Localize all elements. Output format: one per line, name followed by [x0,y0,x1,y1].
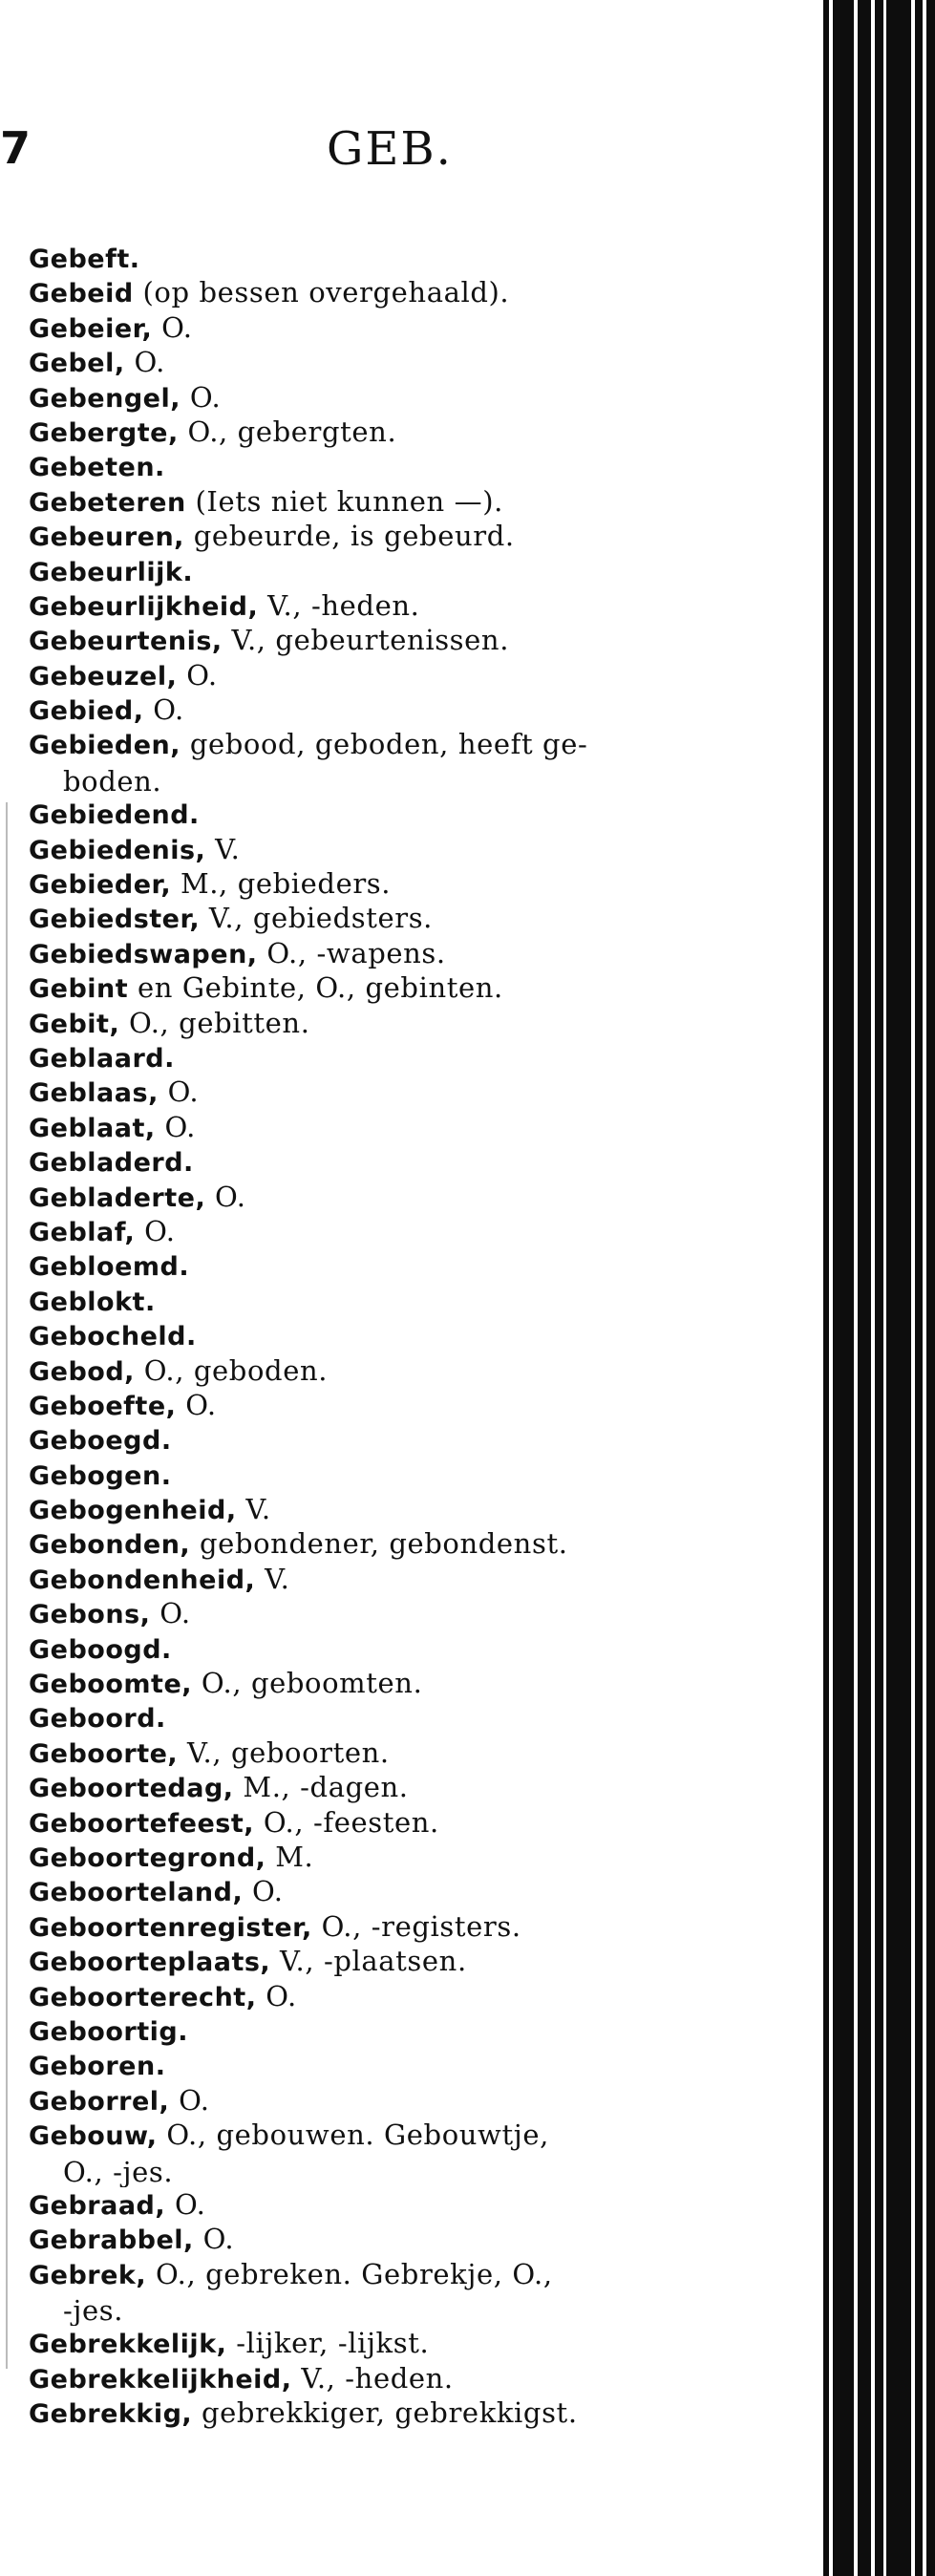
dictionary-entry [29,1353,754,1388]
entry-headword: Gebengel, [29,383,181,414]
entry-headword: Gebons, [29,1600,151,1630]
entry-headword: Geboortenregister, [29,1912,312,1943]
dictionary-entry [29,345,754,379]
gutter-bar [926,0,935,2576]
entry-definition: (Iets niet kunnen —). [185,484,503,518]
entry-headword: Gebouw, [29,2121,158,2152]
entry-headword: Geblaard. [29,1044,175,1074]
entry-headword: Gebondenheid, [29,1565,256,1595]
entry-headword: Gebieder, [29,870,172,901]
dictionary-entry [29,1110,754,1144]
entry-headword: Geboren. [29,2052,166,2082]
dictionary-entry [29,310,754,345]
entry-headword: Gebogenheid, [29,1496,237,1526]
dictionary-entry [29,1180,754,1214]
entry-definition: gebrekkiger, gebrekkigst. [192,2396,578,2430]
dictionary-entry [29,1562,754,1596]
dictionary-entry [29,241,754,275]
entry-headword: Gebraad, [29,2190,166,2221]
dictionary-entry [29,623,754,657]
binding-gutter [823,0,935,2576]
entry-definition: O. [165,2187,206,2221]
entry-headword: Gebocheld. [29,1322,197,1352]
entry-definition: O. [176,1388,217,1421]
dictionary-entry [29,588,754,623]
dictionary-entry [29,797,754,831]
entry-definition: V., -heden. [258,588,420,622]
entry-headword: Gebeurlijk. [29,557,194,587]
dictionary-entry [29,1388,754,1422]
entry-headword: Gebeurtenis, [29,627,223,657]
dictionary-entry [29,1284,754,1318]
entry-headword: Gebeurlijkheid, [29,591,259,622]
dictionary-entry [29,1144,754,1179]
entry-definition: V., gebeurtenissen. [222,624,510,657]
dictionary-entry [29,936,754,970]
dictionary-entry [29,415,754,449]
entry-headword: Gebloemd. [29,1252,190,1283]
entry-continuation: O., -jes. [63,2155,174,2187]
entry-headword: Geblaas, [29,1078,159,1109]
gutter-bar [915,0,923,2576]
dictionary-entry [29,2395,754,2430]
entry-headword: Geboegd. [29,1426,172,1457]
entry-headword: Gebiedswapen, [29,939,258,969]
entry-definition: O. [135,1214,176,1247]
entry-headword: Gebieden, [29,731,181,761]
entry-headword: Geboorterecht, [29,1982,257,2012]
dictionary-entry [29,449,754,483]
entry-definition: O., geboomten. [192,1667,423,1700]
dictionary-entry [29,658,754,692]
dictionary-entry [29,1214,754,1248]
entry-headword: Gebied, [29,696,144,727]
entry-headword: Geblaf, [29,1217,136,1247]
dictionary-entry [29,380,754,415]
margin-rule [6,802,8,2369]
entry-definition: O., gebergten. [178,415,397,448]
dictionary-entry [29,275,754,309]
entry-headword: Gebeteren [29,487,186,518]
entry-continuation: boden. [63,764,162,798]
entry-headword: Geboortefeest, [29,1808,255,1839]
entry-definition: gebeurde, is gebeurd. [183,520,515,553]
entry-headword: Gebladerd. [29,1148,194,1179]
dictionary-entry [29,2013,754,2048]
entry-headword: Gebeier, [29,313,153,344]
dictionary-entry [29,2326,754,2360]
dictionary-entry [29,1492,754,1526]
gutter-bar [886,0,911,2576]
dictionary-entry [29,2083,754,2118]
entry-headword: Gebrekkig, [29,2399,193,2430]
entry-definition: O., geboden. [134,1353,329,1387]
entry-definition: V., -heden. [291,2361,454,2395]
entry-definition: M., gebieders. [171,867,392,901]
entry-definition: V., gebiedsters. [200,902,433,935]
entry-definition: V. [236,1493,271,1526]
entry-definition: O. [169,2083,210,2117]
entry-definition: O. [205,1180,246,1213]
entry-definition: en Gebinte, O., gebinten. [128,971,503,1005]
entry-definition: O., gebouwen. Gebouwtje, [157,2118,549,2152]
entry-headword: Gebeten. [29,453,165,483]
dictionary-entry [29,970,754,1005]
entry-headword: Geboomte, [29,1670,193,1700]
dictionary-entry [29,484,754,519]
entry-headword: Geblokt. [29,1287,156,1317]
entry-headword: Geboorteland, [29,1878,244,1908]
entry-continuation: -jes. [63,2294,124,2327]
entry-headword: Geboortedag, [29,1774,234,1804]
dictionary-entry [29,692,754,727]
entry-definition: O. [243,1875,284,1908]
page-number: 7 [0,122,32,174]
entry-headword: Gebrekkelijkheid, [29,2364,292,2395]
dictionary-entry [29,1666,754,1700]
dictionary-entry [29,1909,754,1944]
dictionary-entry [29,1318,754,1352]
entry-headword: Gebrek, [29,2260,147,2290]
entry-definition: O., gebreken. Gebrekje, O., [146,2257,553,2290]
dictionary-entry [29,2118,754,2187]
entry-definition: O. [181,380,222,414]
entry-headword: Gebeuzel, [29,661,178,692]
dictionary-entry [29,1006,754,1040]
entry-headword: Gebit, [29,1009,120,1039]
entry-headword: Geblaat, [29,1113,156,1143]
entry-definition: O., -registers. [311,1909,521,1943]
entry-headword: Gebergte, [29,417,179,448]
entry-headword: Gebladerte, [29,1182,206,1213]
entry-definition: O., gebitten. [119,1006,310,1039]
entry-headword: Gebiedster, [29,905,201,935]
entry-headword: Gebeuren, [29,522,184,553]
entry-headword: Geboortegrond, [29,1842,266,1873]
dictionary-entry [29,1458,754,1492]
gutter-bar [858,0,871,2576]
dictionary-entry [29,554,754,588]
dictionary-entry [29,2361,754,2395]
dictionary-entry [29,1874,754,1908]
dictionary-entry [29,1840,754,1874]
entry-headword: Geboorte, [29,1738,179,1769]
entry-headword: Gebrabbel, [29,2225,194,2256]
entry-definition: O. [177,658,218,692]
dictionary-entry [29,1735,754,1770]
dictionary-entry [29,2187,754,2222]
entry-definition: O. [150,1597,191,1630]
entry-headword: Gebrekkelijk, [29,2330,227,2360]
dictionary-entry [29,1805,754,1840]
entry-headword: Gebonden, [29,1530,191,1561]
entry-definition: V. [255,1562,290,1595]
entry-headword: Geboorteplaats, [29,1948,271,1978]
entry-headword: Geborrel, [29,2086,170,2117]
entry-headword: Geboefte, [29,1391,177,1421]
page-header [0,122,935,189]
entry-headword: Geboord. [29,1704,166,1735]
dictionary-entry [29,1631,754,1666]
entry-definition: O., -wapens. [257,936,446,969]
entry-definition: V., geboorten. [178,1735,390,1769]
dictionary-entry [29,2048,754,2082]
gutter-bar [823,0,829,2576]
entry-definition: O. [193,2223,235,2256]
entry-headword: Gebel, [29,349,125,379]
dictionary-entry [29,901,754,935]
entry-headword: Gebogen. [29,1460,172,1491]
entry-headword: Gebeid [29,279,134,309]
dictionary-entry-list [29,241,754,2431]
entry-definition: O., -feesten. [254,1805,439,1839]
entry-definition: O. [158,1075,200,1109]
dictionary-entry [29,1526,754,1561]
dictionary-entry [29,1700,754,1735]
entry-definition: gebondener, gebondenst. [190,1527,568,1561]
entry-definition: V. [205,832,241,865]
gutter-bar [875,0,883,2576]
entry-definition: O. [256,1979,297,2012]
dictionary-entry [29,866,754,901]
dictionary-entry [29,1422,754,1457]
dictionary-entry [29,2257,754,2327]
dictionary-entry [29,1596,754,1630]
dictionary-entry [29,1770,754,1804]
entry-definition: V., -plaatsen. [270,1945,467,1978]
entry-headword: Gebeft. [29,245,140,274]
dictionary-entry [29,1075,754,1109]
entry-headword: Gebiedend. [29,800,200,831]
dictionary-entry [29,832,754,866]
entry-headword: Geboogd. [29,1634,172,1665]
entry-headword: Gebint [29,974,129,1005]
entry-definition: O. [124,346,165,379]
entry-definition: gebood, geboden, heeft ge- [181,728,588,761]
dictionary-entry [29,1944,754,1978]
dictionary-entry [29,1248,754,1283]
entry-headword: Gebiedenis, [29,835,206,865]
entry-definition: O. [143,693,184,727]
dictionary-entry [29,727,754,797]
entry-headword: Geboortig. [29,2016,188,2047]
gutter-bar [833,0,854,2576]
dictionary-entry [29,2222,754,2256]
entry-headword: Gebod, [29,1356,135,1387]
entry-definition: O. [155,1110,196,1143]
entry-definition: O. [152,310,193,344]
dictionary-entry [29,1040,754,1075]
entry-definition: (op bessen overgehaald). [133,276,510,309]
dictionary-entry [29,519,754,553]
entry-definition: M. [266,1840,314,1873]
entry-definition: -lijker, -lijkst. [226,2327,430,2360]
dictionary-entry [29,1979,754,2013]
running-head: GEB. [327,122,453,176]
entry-definition: M., -dagen. [233,1771,409,1804]
